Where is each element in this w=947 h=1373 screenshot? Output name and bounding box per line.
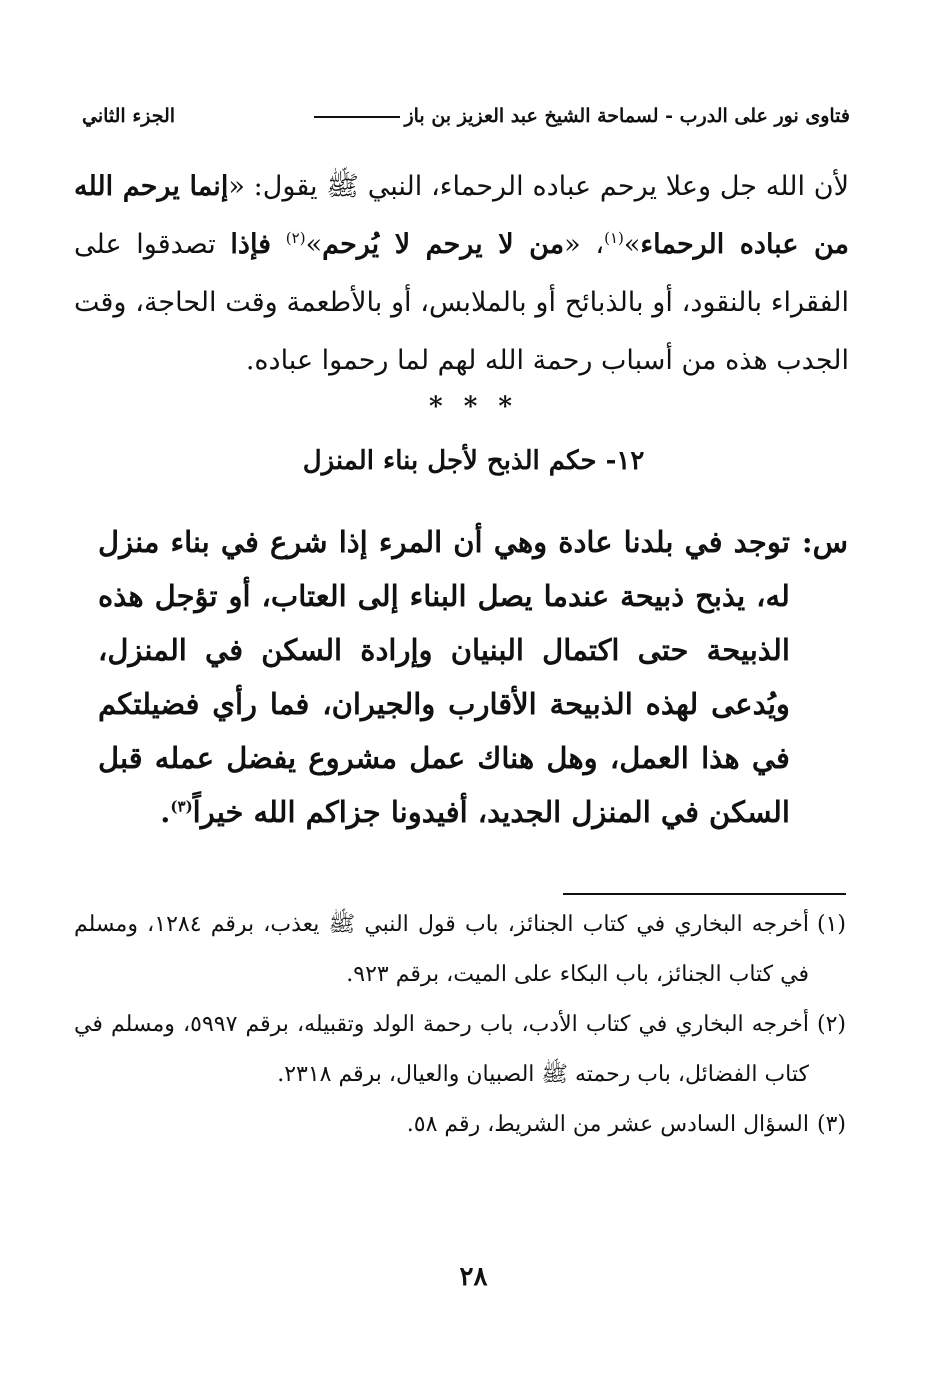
footnote-rule	[563, 893, 846, 895]
footnote-item	[74, 1100, 846, 1150]
section-separator: * * *	[429, 392, 518, 422]
footnote-number: (٢)	[816, 1012, 846, 1037]
quote-close: »	[623, 229, 641, 260]
page-number: ٢٨	[459, 1262, 488, 1292]
section-heading: ١٢- حكم الذبح لأجل بناء المنزل	[302, 446, 645, 476]
hadith-quote-1: إنما يرحم الله من عباده الرحماء	[74, 171, 849, 260]
footnote-number: (٣)	[816, 1112, 846, 1137]
quote-close: »	[305, 229, 323, 260]
question-block	[98, 515, 848, 839]
footnote-item	[74, 900, 846, 1000]
paragraph-text: تصدقوا على الفقراء بالنقود، أو بالذبائح أو بالملابس، أو بالأطعمة وقت الحاجة، وقت الجدب هذه من أسباب رحمة الله لهم لما رحموا عباده.	[74, 229, 849, 376]
volume-part: الجزء الثاني	[82, 105, 176, 127]
footnote-text: أخرجه البخاري في كتاب الأدب، باب رحمة الولد وتقبيله، برقم ٥٩٩٧، ومسلم في كتاب الفضائل، باب رحمته ﷺ الصبيان والعيال، برقم ٢٣١٨.	[74, 1012, 809, 1087]
question-label: س:	[801, 525, 848, 559]
paragraph-bold-word: فإذا	[230, 229, 272, 260]
header-rule	[314, 116, 400, 118]
hadith-quote-2: من لا يرحم لا يُرحم	[322, 229, 565, 260]
question-body: توجد في بلدنا عادة وهي أن المرء إذا شرع في بناء منزل له، يذبح ذبيحة عندما يصل البناء إلى العتاب، أو تؤجل هذه الذبيحة حتى اكتمال البنيان وإرادة السكن في المنزل، ويُدعى لهذه الذبيحة الأقارب والجيران، فما رأي فضيلتكم في هذا العمل، وهل هناك عمل مشروع يفضل عمله قبل السكن في المنزل الجديد، أفيدونا جزاكم الله خيراً	[98, 525, 790, 829]
paragraph-text	[271, 229, 286, 260]
running-header	[82, 98, 850, 134]
footnote-ref-2: (٢)	[285, 229, 306, 247]
footnote-text: السؤال السادس عشر من الشريط، رقم ٥٨.	[406, 1112, 809, 1137]
footnotes	[74, 900, 846, 1150]
paragraph-text: ، «	[564, 229, 605, 260]
book-title	[310, 105, 850, 127]
footnote-item	[74, 1000, 846, 1100]
footnote-ref-3: (٣)	[170, 797, 193, 816]
footnote-text: أخرجه البخاري في كتاب الجنائز، باب قول النبي ﷺ يعذب، برقم ١٢٨٤، ومسلم في كتاب الجنائز، باب البكاء على الميت، برقم ٩٢٣.	[74, 912, 809, 987]
paragraph-text: لأن الله جل وعلا يرحم عباده الرحماء، النبي ﷺ يقول: «	[228, 171, 849, 202]
footnote-number: (١)	[816, 912, 846, 937]
question-end: .	[160, 795, 171, 829]
book-title-text: فتاوى نور على الدرب - لسماحة الشيخ عبد العزيز بن باز	[404, 105, 850, 127]
question-text	[98, 515, 790, 839]
body-paragraph	[74, 158, 849, 390]
footnote-ref-1: (١)	[604, 229, 624, 247]
